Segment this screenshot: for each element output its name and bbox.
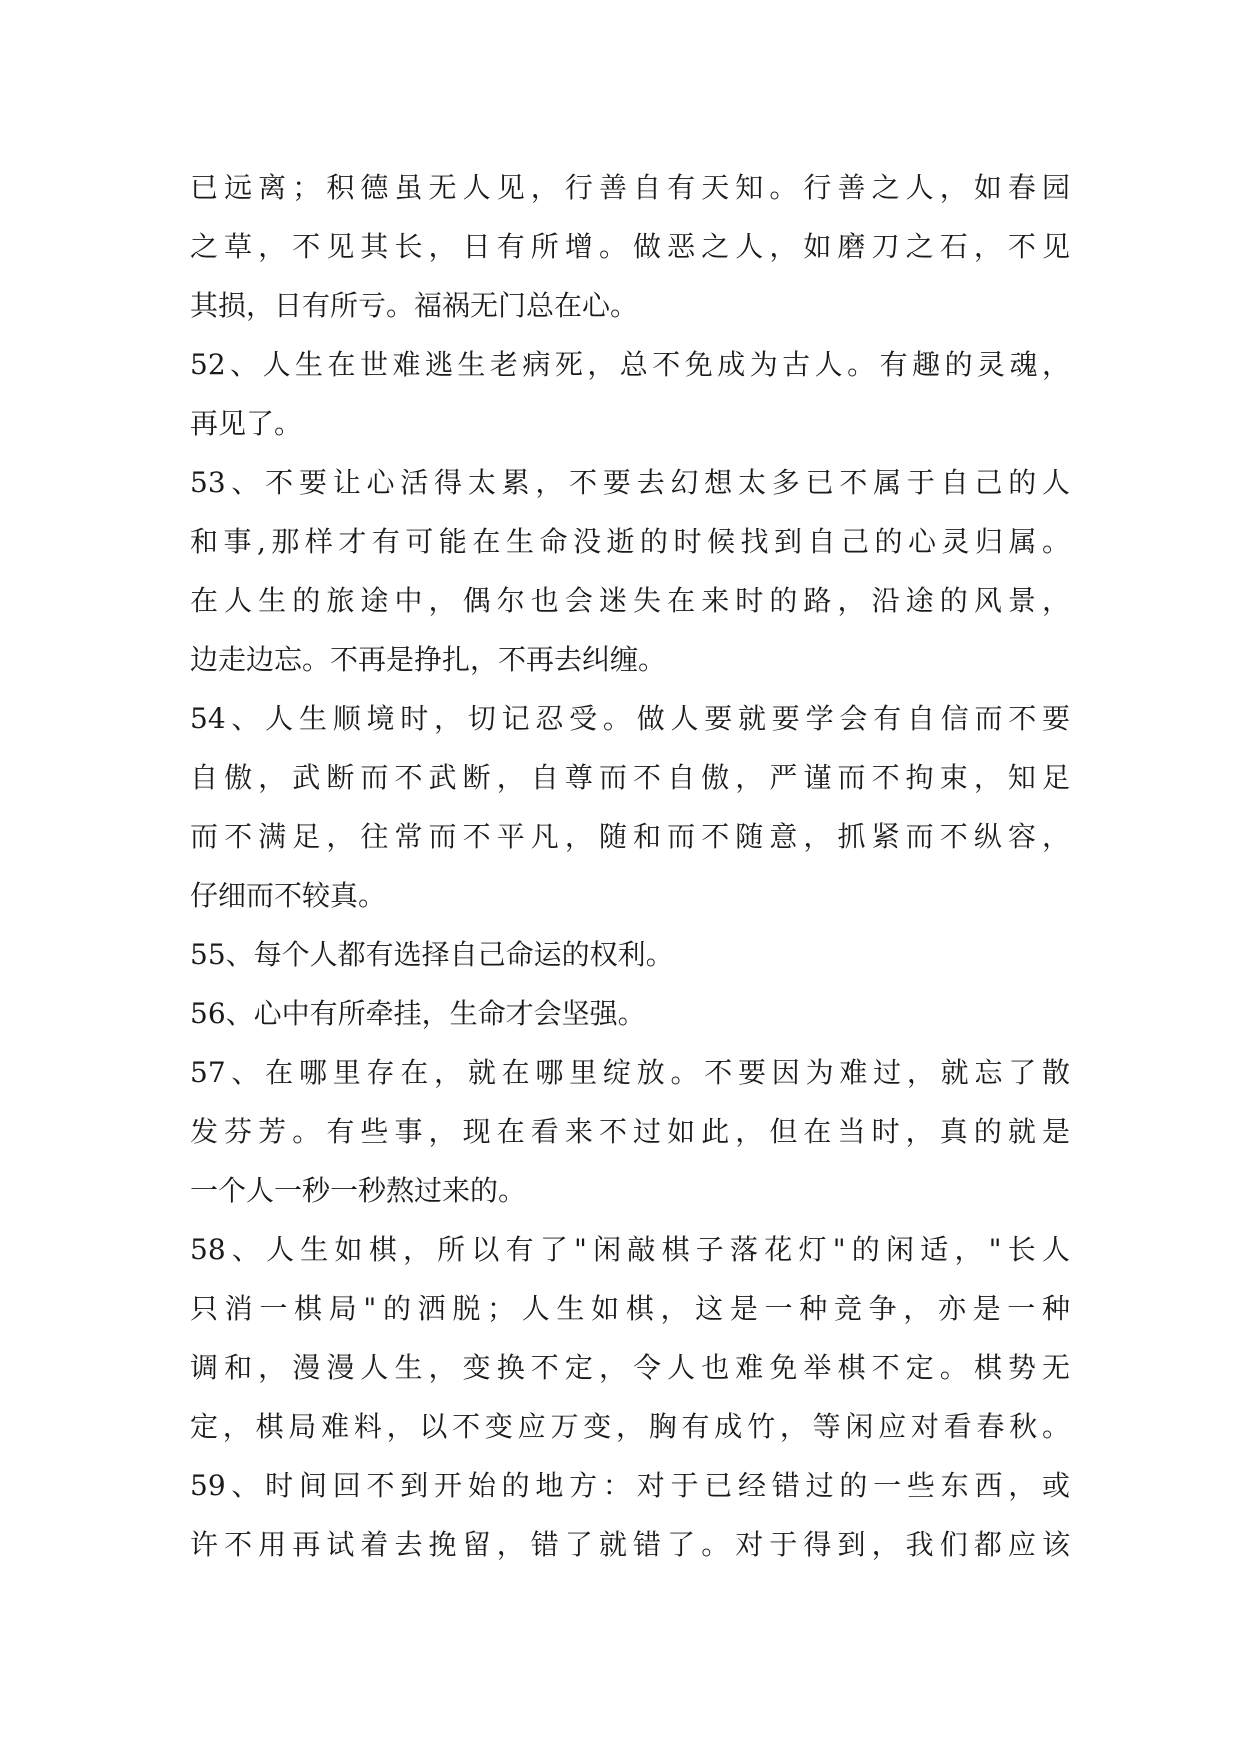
text-line: 52、人生在世难逃生老病死，总不免成为古人。有趣的灵魂， <box>190 348 1070 381</box>
text-line: 58、人生如棋，所以有了"闲敲棋子落花灯"的闲适，"长人 <box>190 1233 1070 1266</box>
text-line: 发芬芳。有些事，现在看来不过如此，但在当时，真的就是 <box>190 1115 1070 1148</box>
text-line: 已远离；积德虽无人见，行善自有天知。行善之人，如春园 <box>190 171 1070 204</box>
text-line: 在人生的旅途中，偶尔也会迷失在来时的路，沿途的风景， <box>190 584 1070 617</box>
text-line: 边走边忘。不再是挣扎，不再去纠缠。 <box>190 643 667 676</box>
text-line: 一个人一秒一秒熬过来的。 <box>190 1174 527 1207</box>
text-line: 仔细而不较真。 <box>190 879 387 912</box>
text-line: 55、每个人都有选择自己命运的权利。 <box>190 938 674 971</box>
text-line: 和事,那样才有可能在生命没逝的时候找到自己的心灵归属。 <box>190 525 1070 558</box>
text-line: 其损，日有所亏。福祸无门总在心。 <box>190 289 639 322</box>
text-line: 56、心中有所牵挂，生命才会坚强。 <box>190 997 646 1030</box>
text-line: 而不满足，往常而不平凡，随和而不随意，抓紧而不纵容， <box>190 820 1070 853</box>
document-body <box>190 158 1070 1574</box>
text-line: 59、时间回不到开始的地方：对于已经错过的一些东西，或 <box>190 1469 1070 1502</box>
text-line: 调和，漫漫人生，变换不定，令人也难免举棋不定。棋势无 <box>190 1351 1070 1384</box>
text-line: 自傲，武断而不武断，自尊而不自傲，严谨而不拘束，知足 <box>190 761 1070 794</box>
text-line: 只消一棋局"的洒脱；人生如棋，这是一种竞争，亦是一种 <box>190 1292 1070 1325</box>
text-line: 54、人生顺境时，切记忍受。做人要就要学会有自信而不要 <box>190 702 1070 735</box>
text-line: 许不用再试着去挽留，错了就错了。对于得到，我们都应该 <box>190 1528 1070 1561</box>
text-line: 再见了。 <box>190 407 303 440</box>
text-line: 之草，不见其长，日有所增。做恶之人，如磨刀之石，不见 <box>190 230 1070 263</box>
text-line: 53、不要让心活得太累，不要去幻想太多已不属于自己的人 <box>190 466 1070 499</box>
text-line: 定，棋局难料，以不变应万变，胸有成竹，等闲应对看春秋。 <box>190 1410 1070 1443</box>
text-line: 57、在哪里存在，就在哪里绽放。不要因为难过，就忘了散 <box>190 1056 1070 1089</box>
